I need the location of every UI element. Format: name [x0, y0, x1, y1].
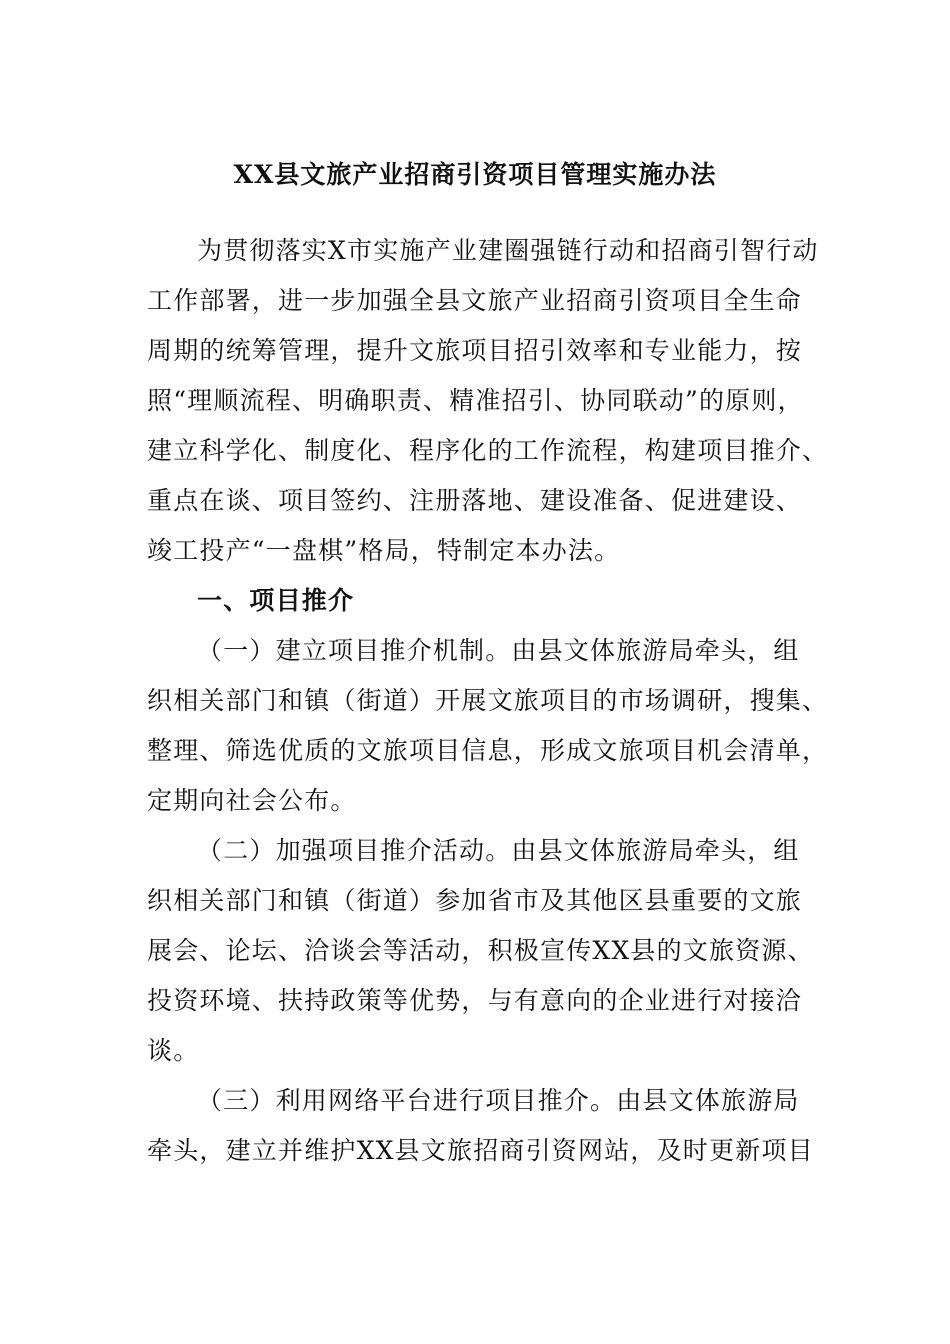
item3-line-2: 牵头，建立并维护XX县文旅招商引资网站，及时更新项目	[147, 1136, 814, 1165]
item3-line-1: （三）利用网络平台进行项目推介。由县文体旅游局	[197, 1086, 800, 1115]
item2-line-2: 织相关部门和镇（街道）参加省市及其他区县重要的文旅	[147, 886, 803, 915]
item2-line-1: （二）加强项目推介活动。由县文体旅游局牵头，组	[197, 836, 800, 865]
intro-line-2: 工作部署，进一步加强全县文旅产业招商引资项目全生命	[147, 286, 803, 315]
intro-line-1: 为贯彻落实X市实施产业建圈强链行动和招商引智行动	[197, 236, 819, 265]
section-heading: 一、项目推介	[197, 586, 355, 615]
item2-line-3: 展会、论坛、洽谈会等活动，积极宣传XX县的文旅资源、	[147, 936, 814, 965]
item1-line-1: （一）建立项目推介机制。由县文体旅游局牵头，组	[197, 636, 800, 665]
intro-line-6: 重点在谈、项目签约、注册落地、建设准备、促进建设、	[147, 486, 803, 515]
intro-line-3: 周期的统筹管理，提升文旅项目招引效率和专业能力，按	[147, 336, 803, 365]
intro-line-7: 竣工投产“一盘棋”格局，特制定本办法。	[147, 536, 621, 565]
item1-line-3: 整理、筛选优质的文旅项目信息，形成文旅项目机会清单，	[147, 736, 829, 765]
document-title: XX县文旅产业招商引资项目管理实施办法	[233, 160, 717, 189]
item1-line-4: 定期向社会公布。	[147, 786, 357, 815]
intro-line-5: 建立科学化、制度化、程序化的工作流程，构建项目推介、	[147, 436, 829, 465]
item2-line-5: 谈。	[147, 1036, 200, 1065]
item1-line-2: 织相关部门和镇（街道）开展文旅项目的市场调研，搜集、	[147, 686, 829, 715]
intro-line-4: 照“理顺流程、明确职责、精准招引、协同联动”的原则，	[147, 386, 804, 415]
item2-line-4: 投资环境、扶持政策等优势，与有意向的企业进行对接洽	[147, 986, 803, 1015]
